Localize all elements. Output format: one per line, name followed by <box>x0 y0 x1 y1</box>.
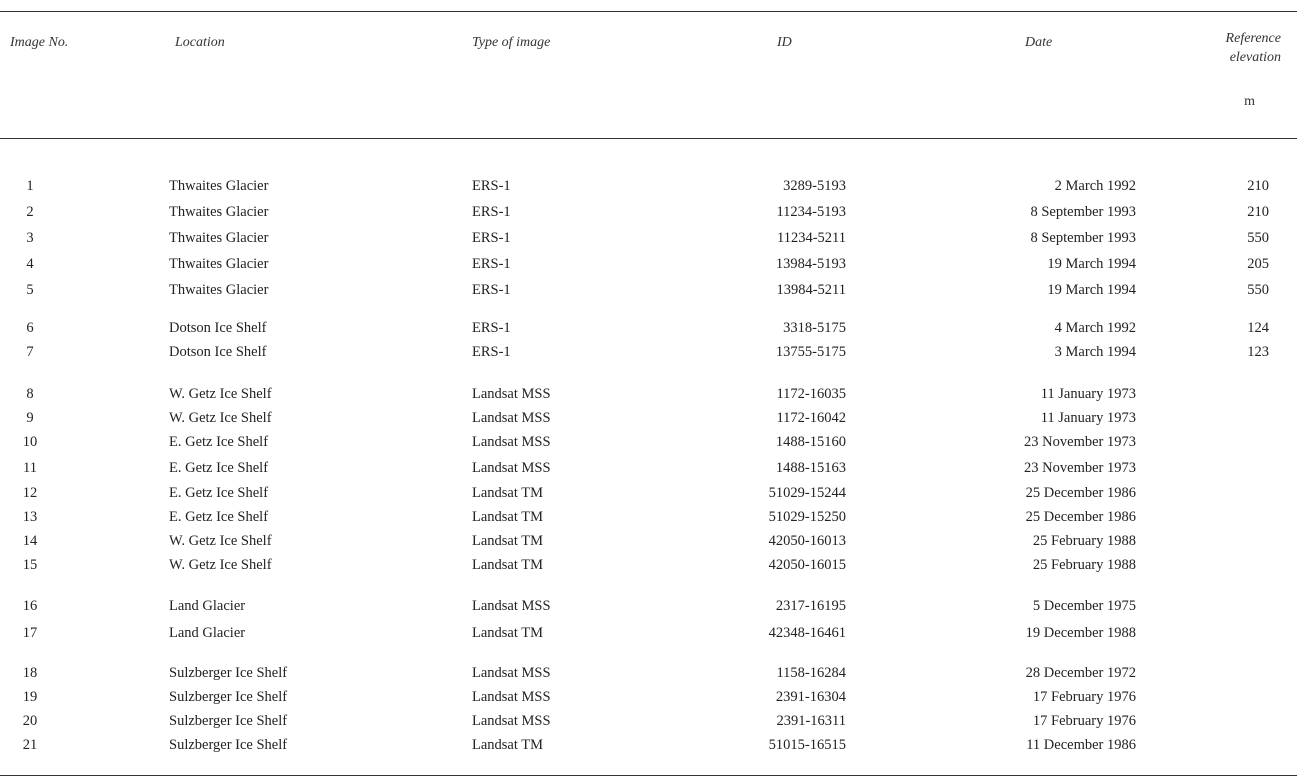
cell-image-no: 9 <box>26 410 34 426</box>
cell-type: ERS-1 <box>472 230 511 246</box>
cell-id: 51029-15244 <box>768 485 846 501</box>
header-location: Location <box>175 35 225 50</box>
table-row <box>0 662 1301 684</box>
cell-location: Thwaites Glacier <box>169 256 269 272</box>
cell-image-no: 10 <box>22 434 38 450</box>
table-row <box>0 279 1301 301</box>
header-image-no: Image No. <box>10 35 69 50</box>
cell-date: 5 December 1975 <box>1032 598 1136 614</box>
cell-image-no: 15 <box>22 557 38 573</box>
cell-id: 1488-15163 <box>775 460 846 476</box>
cell-id: 42050-16015 <box>768 557 846 573</box>
table-row <box>0 317 1301 339</box>
cell-reference-elevation: 205 <box>1247 256 1269 272</box>
cell-date: 11 January 1973 <box>1040 410 1136 426</box>
header-date: Date <box>1025 35 1053 50</box>
cell-date: 23 November 1973 <box>1024 434 1136 450</box>
cell-type: Landsat MSS <box>472 434 551 450</box>
cell-date: 23 November 1973 <box>1024 460 1136 476</box>
cell-image-no: 2 <box>26 204 34 220</box>
cell-location: E. Getz Ice Shelf <box>169 434 269 450</box>
cell-type: ERS-1 <box>472 178 511 194</box>
cell-location: Dotson Ice Shelf <box>169 344 267 360</box>
cell-id: 2391-16311 <box>776 713 846 729</box>
cell-id: 2391-16304 <box>775 689 846 705</box>
table-row <box>0 686 1301 708</box>
table-row <box>0 253 1301 275</box>
cell-reference-elevation: 123 <box>1247 344 1269 360</box>
cell-type: Landsat MSS <box>472 386 551 402</box>
cell-image-no: 14 <box>22 533 38 549</box>
cell-image-no: 6 <box>26 320 34 336</box>
cell-image-no: 18 <box>22 665 38 681</box>
cell-reference-elevation: 210 <box>1247 178 1269 194</box>
cell-id: 3289-5193 <box>783 178 846 194</box>
cell-location: E. Getz Ice Shelf <box>169 485 269 501</box>
cell-image-no: 13 <box>22 509 38 525</box>
cell-date: 17 February 1976 <box>1032 713 1136 729</box>
cell-location: W. Getz Ice Shelf <box>169 386 272 402</box>
cell-type: ERS-1 <box>472 204 511 220</box>
cell-reference-elevation: 550 <box>1247 230 1269 246</box>
cell-date: 2 March 1992 <box>1054 178 1136 194</box>
cell-location: Sulzberger Ice Shelf <box>169 665 288 681</box>
cell-type: Landsat TM <box>472 557 544 573</box>
cell-type: ERS-1 <box>472 282 511 298</box>
cell-date: 25 February 1988 <box>1032 533 1136 549</box>
table-row <box>0 407 1301 429</box>
cell-image-no: 20 <box>22 713 38 729</box>
cell-date: 19 March 1994 <box>1047 256 1136 272</box>
cell-date: 19 March 1994 <box>1047 282 1136 298</box>
cell-type: Landsat TM <box>472 737 544 753</box>
cell-image-no: 4 <box>26 256 34 272</box>
header-type-of-image: Type of image <box>472 35 551 50</box>
table-row <box>0 482 1301 504</box>
cell-date: 28 December 1972 <box>1025 665 1136 681</box>
table-row <box>0 530 1301 552</box>
cell-type: Landsat TM <box>472 485 544 501</box>
cell-location: Land Glacier <box>169 598 246 614</box>
cell-id: 1158-16284 <box>776 665 846 681</box>
cell-id: 42050-16013 <box>768 533 846 549</box>
cell-type: Landsat MSS <box>472 713 551 729</box>
header-reference-elevation: Reference elevation <box>1225 31 1281 65</box>
cell-date: 11 January 1973 <box>1040 386 1136 402</box>
cell-date: 25 February 1988 <box>1032 557 1136 573</box>
cell-type: ERS-1 <box>472 256 511 272</box>
cell-type: ERS-1 <box>472 320 511 336</box>
cell-image-no: 3 <box>26 230 34 246</box>
cell-date: 19 December 1988 <box>1025 625 1136 641</box>
header-id: ID <box>777 35 792 50</box>
cell-location: E. Getz Ice Shelf <box>169 460 269 476</box>
cell-image-no: 16 <box>22 598 38 614</box>
table-row <box>0 227 1301 249</box>
cell-type: Landsat MSS <box>472 410 551 426</box>
table-row <box>0 506 1301 528</box>
cell-id: 1172-16035 <box>776 386 846 402</box>
cell-id: 11234-5211 <box>776 230 846 246</box>
table-top-rule <box>0 11 1297 12</box>
table-bottom-rule <box>0 775 1297 776</box>
cell-id: 1488-15160 <box>775 434 846 450</box>
cell-date: 25 December 1986 <box>1025 509 1136 525</box>
cell-location: Thwaites Glacier <box>169 204 269 220</box>
cell-type: ERS-1 <box>472 344 511 360</box>
cell-type: Landsat MSS <box>472 460 551 476</box>
cell-reference-elevation: 124 <box>1247 320 1269 336</box>
table-row <box>0 431 1301 453</box>
cell-id: 3318-5175 <box>783 320 846 336</box>
header-elevation-unit: m <box>1244 94 1255 109</box>
cell-image-no: 7 <box>26 344 34 360</box>
cell-location: W. Getz Ice Shelf <box>169 533 272 549</box>
cell-date: 25 December 1986 <box>1025 485 1136 501</box>
cell-image-no: 5 <box>26 282 34 298</box>
cell-id: 51029-15250 <box>768 509 846 525</box>
table-row <box>0 175 1301 197</box>
cell-location: Dotson Ice Shelf <box>169 320 267 336</box>
cell-id: 2317-16195 <box>775 598 846 614</box>
cell-location: W. Getz Ice Shelf <box>169 410 272 426</box>
cell-type: Landsat MSS <box>472 665 551 681</box>
cell-type: Landsat TM <box>472 533 544 549</box>
cell-location: Sulzberger Ice Shelf <box>169 689 288 705</box>
table-row <box>0 201 1301 223</box>
cell-date: 8 September 1993 <box>1030 230 1136 246</box>
cell-image-no: 17 <box>22 625 38 641</box>
cell-location: E. Getz Ice Shelf <box>169 509 269 525</box>
table-row <box>0 734 1301 756</box>
cell-reference-elevation: 550 <box>1247 282 1269 298</box>
table-row <box>0 554 1301 576</box>
cell-type: Landsat MSS <box>472 689 551 705</box>
table-row <box>0 622 1301 644</box>
cell-location: Thwaites Glacier <box>169 282 269 298</box>
cell-location: Sulzberger Ice Shelf <box>169 737 288 753</box>
cell-reference-elevation: 210 <box>1247 204 1269 220</box>
cell-location: W. Getz Ice Shelf <box>169 557 272 573</box>
cell-id: 13755-5175 <box>775 344 846 360</box>
cell-image-no: 8 <box>26 386 34 402</box>
cell-date: 8 September 1993 <box>1030 204 1136 220</box>
table-row <box>0 457 1301 479</box>
cell-location: Sulzberger Ice Shelf <box>169 713 288 729</box>
cell-location: Thwaites Glacier <box>169 230 269 246</box>
table-row <box>0 710 1301 732</box>
table-header-rule <box>0 138 1297 139</box>
cell-image-no: 21 <box>22 737 38 753</box>
cell-type: Landsat TM <box>472 509 544 525</box>
cell-location: Land Glacier <box>169 625 246 641</box>
cell-type: Landsat MSS <box>472 598 551 614</box>
cell-image-no: 12 <box>22 485 38 501</box>
cell-id: 13984-5193 <box>775 256 846 272</box>
cell-date: 17 February 1976 <box>1032 689 1136 705</box>
table-row <box>0 341 1301 363</box>
cell-date: 3 March 1994 <box>1054 344 1136 360</box>
cell-id: 13984-5211 <box>776 282 846 298</box>
cell-date: 11 December 1986 <box>1026 737 1136 753</box>
cell-type: Landsat TM <box>472 625 544 641</box>
cell-date: 4 March 1992 <box>1054 320 1136 336</box>
cell-image-no: 11 <box>23 460 37 476</box>
table-row <box>0 383 1301 405</box>
cell-location: Thwaites Glacier <box>169 178 269 194</box>
cell-image-no: 19 <box>22 689 38 705</box>
cell-id: 51015-16515 <box>768 737 846 753</box>
table-row <box>0 595 1301 617</box>
cell-id: 11234-5193 <box>776 204 846 220</box>
cell-image-no: 1 <box>26 178 34 194</box>
cell-id: 42348-16461 <box>768 625 846 641</box>
cell-id: 1172-16042 <box>776 410 846 426</box>
